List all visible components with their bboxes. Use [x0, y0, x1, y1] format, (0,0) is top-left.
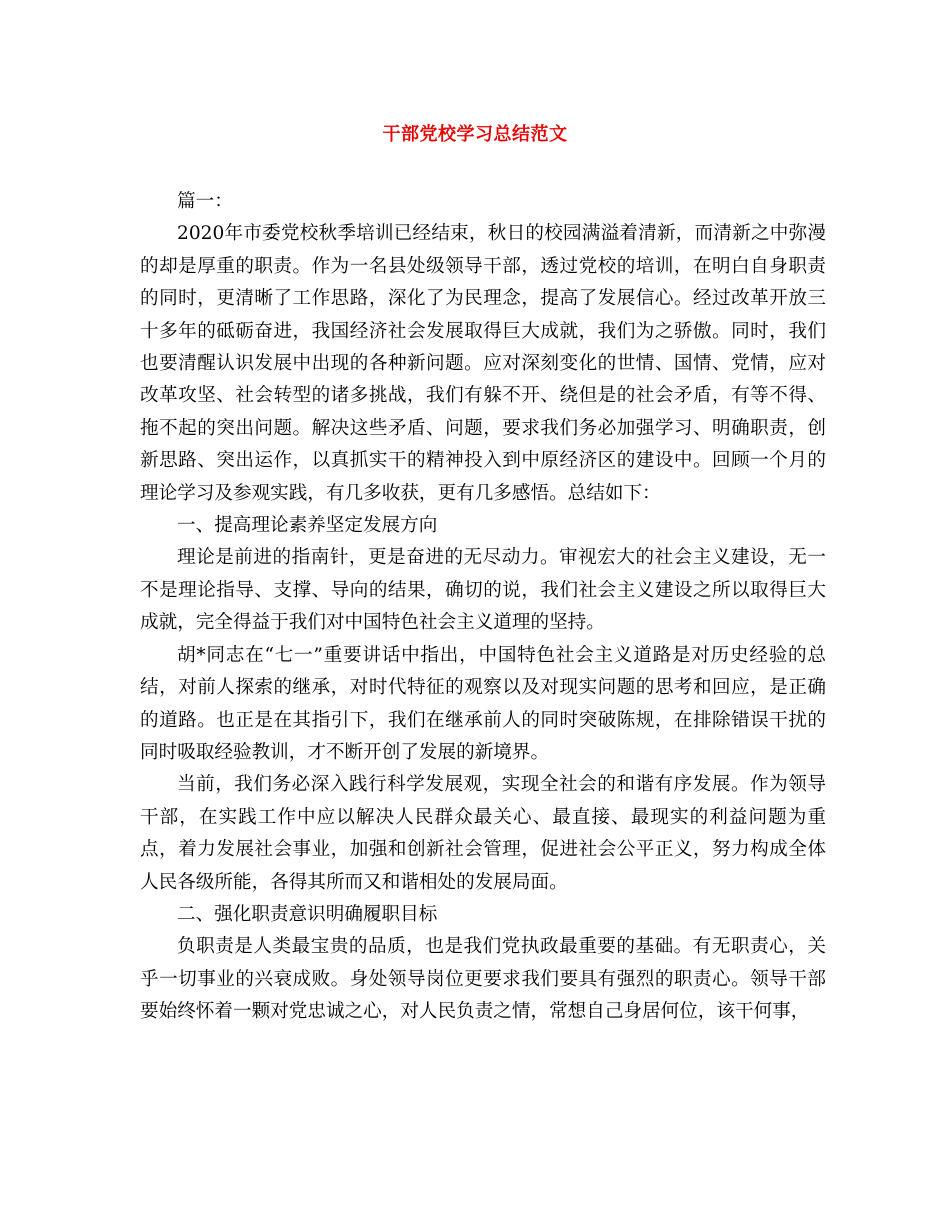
section-label-paragraph: 篇一： [177, 191, 233, 212]
body-paragraph: 当前，我们务必深入践行科学发展观，实现全社会的和谐有序发展。作为领导干部，在实践工作中应以解决人民群众最关心、最直接、最现实的利益问题为重点，着力发展社会事业，加强和创新社会管理，促进社会公平正义，努力构成全体人民各级所能，各得其所而又和谐相处的发展局面。 [140, 774, 826, 893]
body-paragraph: 理论是前进的指南针，更是奋进的无尽动力。审视宏大的社会主义建设，无一不是理论指导、支撑、导向的结果，确切的说，我们社会主义建设之所以取得巨大成就，完全得益于我们对中国特色社会主义道理的坚持。 [140, 547, 826, 634]
document-body [140, 186, 826, 1029]
document-title: 干部党校学习总结范文 [382, 124, 568, 145]
body-paragraph: 胡*同志在“七一”重要讲话中指出，中国特色社会主义道路是对历史经验的总结，对前人探索的继承，对时代特征的观察以及对现实问题的思考和回应，是正确的道路。也正是在其指引下，我们在继承前人的同时突破陈规，在排除错误干扰的同时吸取经验教训，才不断开创了发展的新境界。 [140, 644, 826, 763]
body-paragraph: 2020年市委党校秋季培训已经结束，秋日的校园满溢着清新，而清新之中弥漫的却是厚重的职责。作为一名县处级领导干部，透过党校的培训，在明白自身职责的同时，更清晰了工作思路，深化了为民理念，提高了发展信心。经过改革开放三十多年的砥砺奋进，我国经济社会发展取得巨大成就，我们为之骄傲。同时，我们也要清醒认识发展中出现的各种新问题。应对深刻变化的世情、国情、党情，应对改革攻坚、社会转型的诸多挑战，我们有躲不开、绕但是的社会矛盾，有等不得、拖不起的突出问题。解决这些矛盾、问题，要求我们务必加强学习、明确职责，创新思路、突出运作，以真抓实干的精神投入到中原经济区的建设中。回顾一个月的理论学习及参观实践，有几多收获，更有几多感悟。总结如下： [140, 223, 826, 504]
section-heading: 二、强化职责意识明确履职目标 [177, 903, 438, 925]
section-heading: 一、提高理论素养坚定发展方向 [177, 515, 438, 537]
body-paragraph: 负职责是人类最宝贵的品质，也是我们党执政最重要的基础。有无职责心，关乎一切事业的兴衰成败。身处领导岗位更要求我们要具有强烈的职责心。领导干部要始终怀着一颗对党忠诚之心，对人民负责之情，常想自己身居何位，该干何事， [140, 936, 826, 1023]
